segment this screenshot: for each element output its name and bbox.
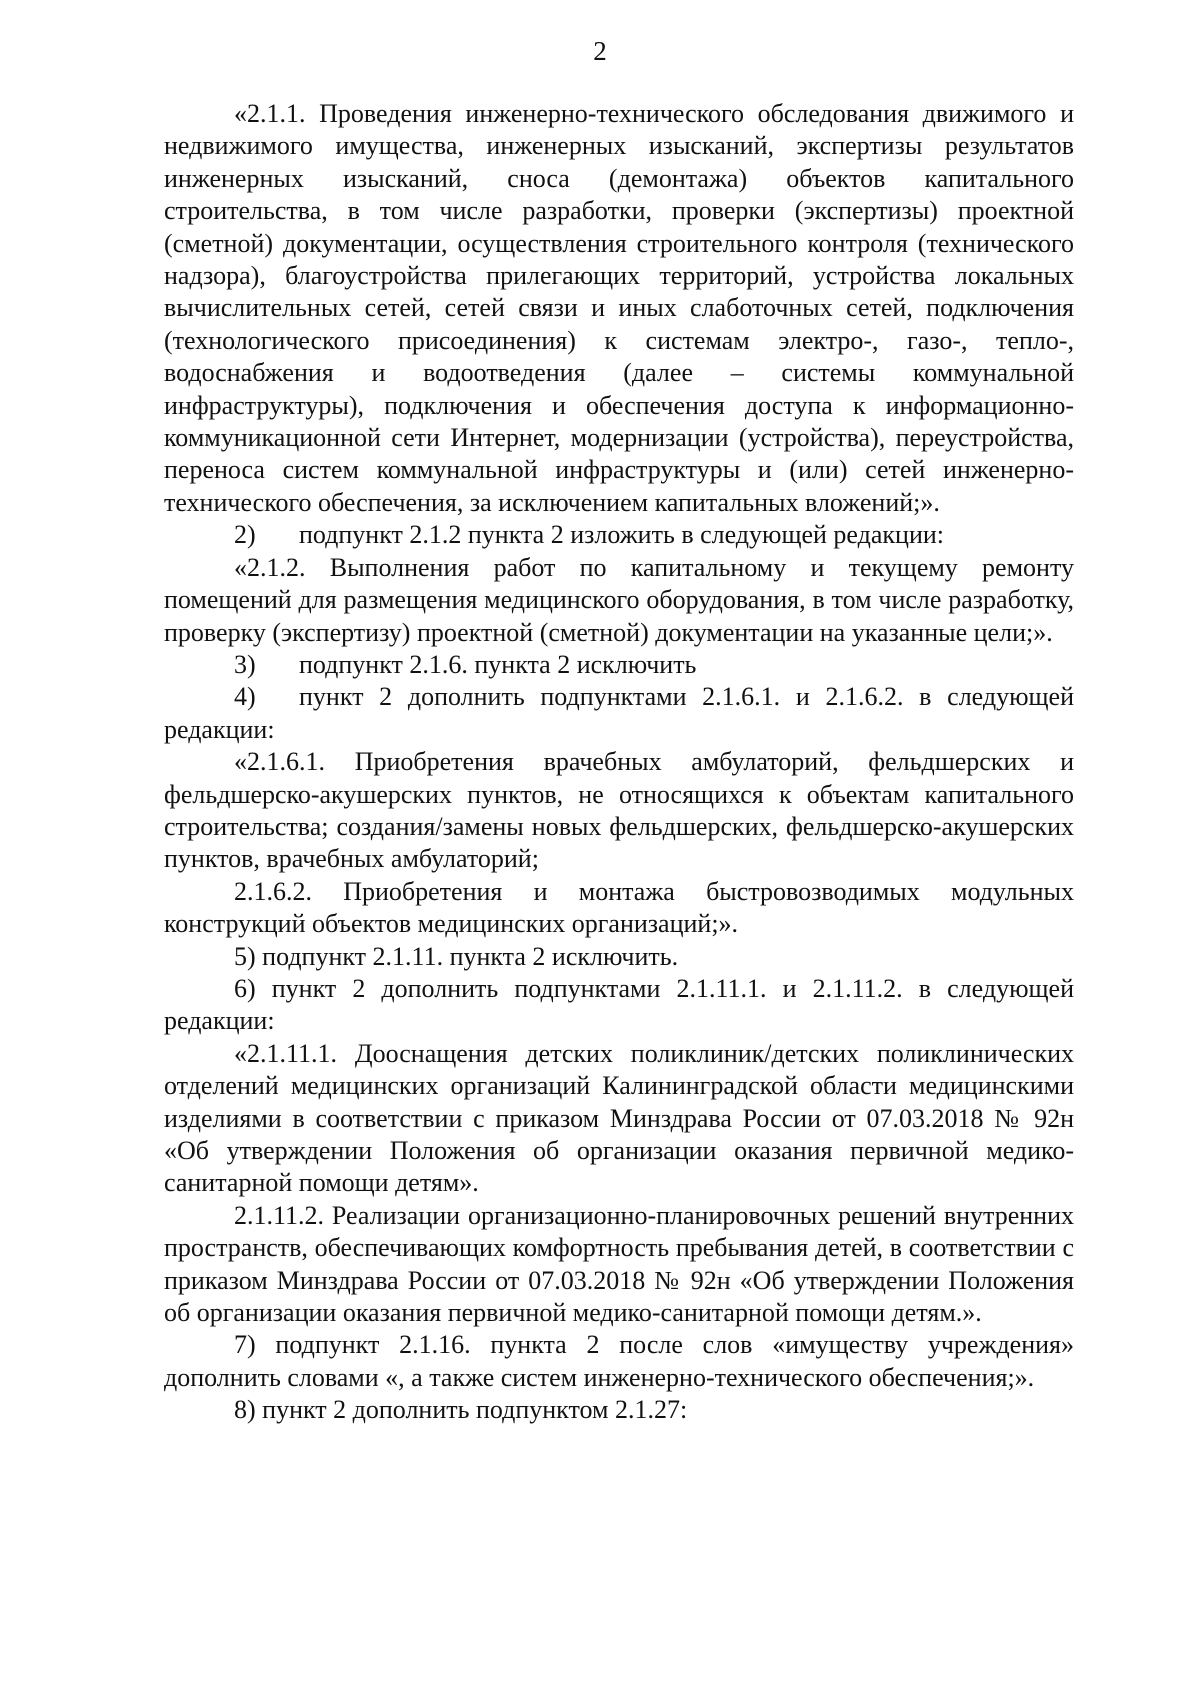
item-3 <box>164 649 1074 681</box>
item-5: 5) подпункт 2.1.11. пункта 2 исключить. <box>234 941 679 971</box>
paragraph-2-1-6-1: «2.1.6.1. Приобретения врачебных амбулаторий, фельдшерских и фельдшерско-акушерских пунктов, не относящихся к объектам капитального строительства; создания/замены новых фельдшерских, фельдшерско-акушерских пунктов, врачебных амбулаторий; <box>164 747 1074 874</box>
document-body <box>164 98 1074 1427</box>
page-number: 2 <box>593 36 607 66</box>
item-3-number: 3) <box>234 649 256 679</box>
item-4 <box>164 681 1074 746</box>
item-2-number: 2) <box>234 520 256 550</box>
item-3-text: подпункт 2.1.6. пункта 2 исключить <box>299 649 697 679</box>
item-8: 8) пункт 2 дополнить подпунктом 2.1.27: <box>234 1395 688 1425</box>
item-2 <box>164 519 1074 551</box>
item-4-text: пункт 2 дополнить подпунктами 2.1.6.1. и 2.1.6.2. в следующей редакции: <box>164 682 1074 744</box>
item-2-text: подпункт 2.1.2 пункта 2 изложить в следующей редакции: <box>299 520 944 550</box>
paragraph-2-1-1: «2.1.1. Проведения инженерно-технического обследования движимого и недвижимого имущества, инженерных изысканий, экспертизы результатов инженерных изысканий, сноса (демонтажа) объектов капитального строительства, в том числе разработки, проверки (экспертизы) проектной (сметной) документации, осуществления строительного контроля (технического надзора), благоустройства прилегающих территорий, устройства локальных вычислительных сетей, сетей связи и иных слаботочных сетей, подключения (технологического присоединения) к системам электро-, газо-, тепло-, водоснабжения и водоотведения (далее – системы коммунальной инфраструктуры), подключения и обеспечения доступа к информационно-коммуникационной сети Интернет, модернизации (устройства), переустройства, переноса систем коммунальной инфраструктуры и (или) сетей инженерно-технического обеспечения, за исключением капитальных вложений;». <box>164 99 1074 517</box>
paragraph-2-1-2: «2.1.2. Выполнения работ по капитальному и текущему ремонту помещений для размещения медицинского оборудования, в том числе разработку, проверку (экспертизу) проектной (сметной) документации на указанные цели;». <box>164 552 1074 647</box>
paragraph-2-1-11-2: 2.1.11.2. Реализации организационно-планировочных решений внутренних пространств, обеспечивающих комфортность пребывания детей, в соответствии с приказом Минздрава России от 07.03.2018 № 92н «Об утверждении Положения об организации оказания первичной медико-санитарной помощи детям.». <box>164 1200 1074 1328</box>
paragraph-2-1-11-1: «2.1.11.1. Дооснащения детских поликлиник/детских поликлинических отделений медицинских организаций Калининградской области медицинскими изделиями в соответствии с приказом Минздрава России от 07.03.2018 № 92н «Об утверждении Положения об организации оказания первичной медико-санитарной помощи детям». <box>164 1038 1074 1198</box>
paragraph-2-1-6-2: 2.1.6.2. Приобретения и монтажа быстровозводимых модульных конструкций объектов медицинских организаций;». <box>164 876 1074 939</box>
item-7: 7) подпункт 2.1.16. пункта 2 после слов «имуществу учреждения» дополнить словами «, а также систем инженерно-технического обеспечения;». <box>164 1330 1074 1392</box>
item-6: 6) пункт 2 дополнить подпунктами 2.1.11.1. и 2.1.11.2. в следующей редакции: <box>164 973 1074 1036</box>
item-4-number: 4) <box>234 682 256 712</box>
